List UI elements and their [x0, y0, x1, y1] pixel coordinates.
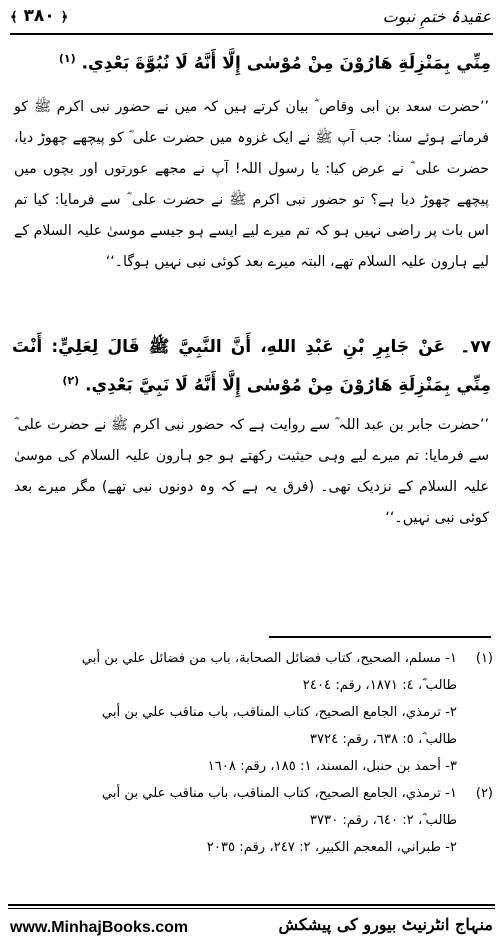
- footnote-divider: [269, 636, 491, 638]
- page-number-value: ۳۸۰: [23, 6, 55, 26]
- hadith-77-arabic: [12, 330, 491, 403]
- hadith-76-arabic-text: مِنِّي بِمَنْزِلَةِ هَارُوْنَ مِنْ مُوْسٰى إِلَّا أَنَّهُ لَا نُبُوَّةَ بَعْدِي.: [81, 53, 491, 74]
- page-header: [10, 4, 493, 34]
- footer-divider-thin: [8, 908, 495, 909]
- footnotes: [12, 645, 493, 861]
- hadith-77-arabic-text: عَنْ جَابِرِ بْنِ عَبْدِ اللهِ، أَنَّ النَّبِيَّ ﷺ قَالَ لِعَلِيٍّ: أَنْتَ مِنِّي بِمَنْزِلَةِ هَارُوْنَ مِنْ مُوْسٰى إِلَّا أَنَّهُ لَا نَبِيَّ بَعْدِي.: [12, 337, 491, 396]
- footer-publisher-credit: منہاج انٹرنیٹ بیورو کی پیشکش: [278, 915, 493, 934]
- footer-divider: [8, 904, 495, 906]
- hadith-76-urdu-translation: ’’حضرت سعد بن ابی وقاص ؓ بیان کرتے ہیں کہ میں نے حضور نبی اکرم ﷺ کو فرماتے ہوئے سنا: جب آپ ﷺ نے ایک غزوہ میں حضرت علی ؓ کو پیچھے چھوڑ دیا، حضرت علی ؓ نے عرض کیا: یا رسول اللہ! آپ نے مجھے عورتوں اور بچوں میں پیچھے چھوڑ دیا ہے؟ تو حضور نبی اکرم ﷺ نے حضرت علی ؓ سے فرمایا: کیا تم اس بات پر راضی نہیں ہو کہ تم میرے لیے ایسے ہو جیسے موسیٰ علیہ السلام کے لیے ہارون علیہ السلام تھے، البتہ میرے بعد کوئی نبی نہیں ہوگا۔‘‘: [14, 99, 489, 270]
- footnote-2: [12, 780, 493, 861]
- header-divider: [10, 33, 493, 35]
- hadith-76-arabic: [12, 42, 491, 81]
- footnote-line: طالب ؓ، ٤: ١٨٧١، رقم: ٢٤٠٤: [302, 678, 457, 693]
- hadith-77-urdu-translation: ’’حضرت جابر بن عبد اللہ ؓ سے روایت ہے کہ حضور نبی اکرم ﷺ نے حضرت علی ؓ سے فرمایا: تم میرے لیے وہی حیثیت رکھتے ہو جو ہارون علیہ السلام کی موسیٰ علیہ السلام کے نزدیک تھی۔ (فرق یہ ہے کہ وہ دونوں نبی تھے) مگر میرے بعد کوئی نبی نہیں۔‘‘: [14, 417, 489, 526]
- footnote-1-number: (١): [475, 651, 493, 666]
- hadith-77-number: ۷۷۔: [460, 337, 492, 357]
- hadith-77-ref-mark: (٢): [62, 374, 80, 387]
- footnote-line: ١- مسلم، الصحيح، كتاب فضائل الصحابة، باب من فضائل علي بن أبي: [81, 651, 457, 666]
- footnote-line: ٣- أحمد بن حنبل، المسند، ١: ١٨٥، رقم: ١٦٠٨: [207, 759, 457, 774]
- footnote-1: [12, 645, 493, 780]
- footnote-line: طالب ؓ، ٢: ٦٤٠، رقم: ٣٧٣٠: [309, 813, 457, 828]
- footer-website-link[interactable]: www.MinhajBooks.com: [10, 919, 189, 936]
- footnote-line: طالب ؓ، ٥: ٦٣٨، رقم: ٣٧٢٤: [309, 732, 457, 747]
- brace-left: ﴾: [10, 10, 18, 25]
- brace-right: ﴿: [60, 10, 69, 25]
- book-title: عقیدۂ ختمِ نبوت: [382, 7, 491, 26]
- footnote-line: ٢- ترمذي، الجامع الصحيح، كتاب المناقب، باب مناقب علي بن أبي: [101, 705, 457, 720]
- page-number: [10, 6, 68, 26]
- footnote-line: ١- ترمذي، الجامع الصحيح، كتاب المناقب، باب مناقب علي بن أبي: [101, 786, 457, 801]
- footnote-line: ٢- طبراني، المعجم الكبير، ٢: ٢٤٧، رقم: ٢٠٣٥: [206, 840, 457, 855]
- footnote-2-number: (٢): [475, 786, 493, 801]
- hadith-76-ref-mark: (١): [58, 52, 76, 65]
